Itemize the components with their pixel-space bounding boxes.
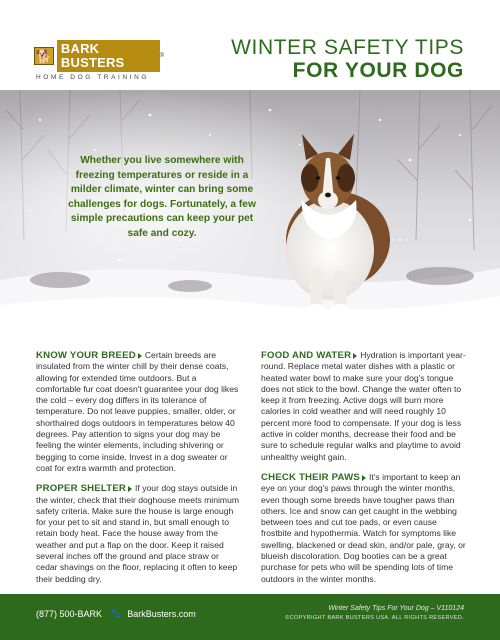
body-proper-shelter: If your dog stays outside in the winter, check that their doghouse meets minimum safety criteria. Make sure the house is large enough for your pet to sit and stand in, but small enough to retain body heat. Face the house away from the weather and put a flap on the door. Keep it raised several inches off the ground and place straw or cedar shavings on the floor, replacing it often to keep their bedding dry. — [36, 483, 240, 584]
section-check-their-paws — [261, 472, 467, 585]
footer-meta — [285, 604, 464, 622]
logo-tagline: HOME DOG TRAINING — [36, 74, 150, 81]
body-check-their-paws: It's important to keep an eye on your dog's paws through the winter months, even though some breeds have tougher paws than others. Ice and snow can get caught in the webbing between toes and cut toe pads, or even cause frostbite and hypothermia. Watch for symptoms like swelling, blackened or dead skin, and/or pale, gray, or blueish discoloration. Dog booties can be a great purchase for pets who will be spending lots of time outdoors in the winter months. — [261, 471, 466, 584]
right-column — [261, 350, 467, 594]
arrow-right-icon — [138, 353, 142, 359]
logo-brand-name: BARK BUSTERS — [57, 40, 160, 72]
section-know-your-breed — [36, 350, 242, 474]
heading-proper-shelter: PROPER SHELTER — [36, 483, 127, 495]
document-label: Winter Safety Tips For Your Dog – V110124 — [328, 605, 464, 612]
page-title — [231, 36, 464, 83]
heading-food-and-water: FOOD AND WATER — [261, 350, 352, 361]
footer-contact — [36, 608, 196, 619]
heading-know-your-breed: KNOW YOUR BREED — [36, 350, 136, 361]
section-food-and-water — [261, 350, 467, 463]
phone-link[interactable]: (877) 500-BARK — [36, 608, 103, 619]
header — [0, 0, 500, 90]
hero-image — [0, 90, 500, 342]
arrow-right-icon — [128, 486, 132, 492]
dog-logo-icon: 🐕 — [35, 49, 53, 64]
footer — [0, 594, 500, 640]
title-line-2: FOR YOUR DOG — [292, 59, 464, 82]
bark-busters-logo[interactable] — [34, 40, 164, 81]
registered-mark: ® — [159, 53, 164, 59]
arrow-right-icon — [362, 475, 366, 481]
hero-intro-text: Whether you live somewhere with freezing temperatures or reside in a milder climate, winter can bring some challenges for dogs. Fortunately, a few simple precautions can keep your pet safe and cozy. — [68, 155, 256, 239]
left-column — [36, 350, 242, 594]
website-link[interactable]: BarkBusters.com — [127, 608, 196, 619]
title-line-1: WINTER SAFETY TIPS — [231, 36, 464, 59]
body-food-and-water: Hydration is important year-round. Replace metal water dishes with a plastic or heated water bowl to make sure your dog's tongue does not stick to the bowl. Change the water often to keep it from freezing. Active dogs will burn more calories in cold weather and will need roughly 10 percent more food to compensate. If your dog is less active in colder months, decrease their food and be sure to schedule regular walks and playtime to avoid unhealthy weight gain. — [261, 350, 466, 462]
paw-icon: 🐾 — [110, 608, 122, 618]
heading-check-their-paws: CHECK THEIR PAWS — [261, 471, 360, 483]
section-proper-shelter — [36, 483, 242, 585]
copyright-text: ©COPYRIGHT BARK BUSTERS USA. ALL RIGHTS RESERVED. — [285, 615, 464, 621]
arrow-right-icon — [353, 353, 357, 359]
body-know-your-breed: Certain breeds are insulated from the winter chill by their dense coats, allowing for extended time outdoors. But a comfortable fur coat doesn't guarantee your dog likes the cold – every dog differs in its tolerance of temperature. Do not leave puppies, smaller, older, or shorthaired dogs outdoors in temperatures below 40 degrees. Pay attention to signs your dog may be feeling the winter elements, including shivering or begging to come inside. Invest in a dog sweater or coat for extra warmth and protection. — [36, 350, 239, 473]
